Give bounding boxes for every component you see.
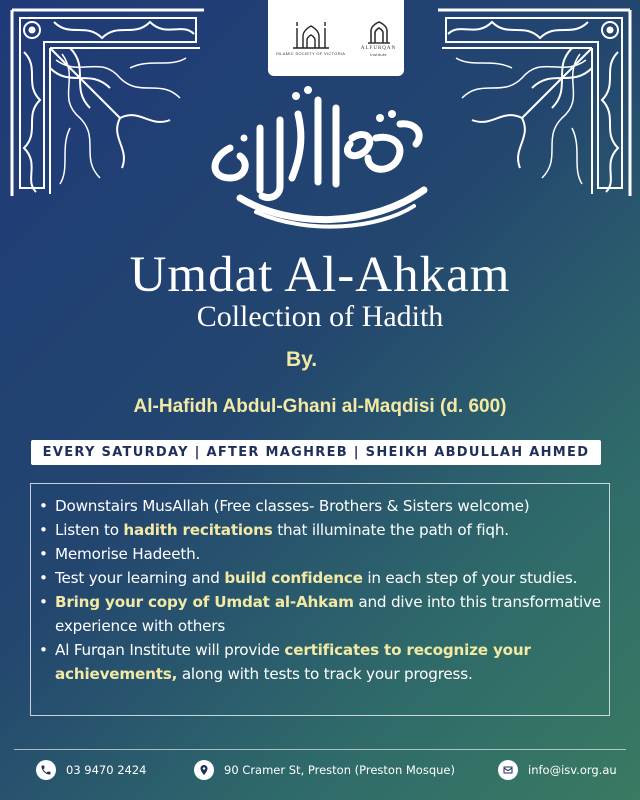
arch-logo-icon [366, 19, 392, 45]
feature-text: Test your learning and [55, 569, 225, 587]
phone-icon [36, 760, 56, 780]
feature-text: in each step of your studies. [362, 569, 578, 587]
footer-address[interactable] [194, 760, 455, 780]
feature-text: and dive into this transformative experience with others [55, 593, 601, 635]
location-pin-icon [194, 760, 214, 780]
arabic-calligraphy-logo [200, 78, 440, 238]
alfurqan-logo [361, 19, 396, 57]
feature-item [55, 518, 603, 542]
author-name: Al-Hafidh Abdul-Ghani al-Maqdisi (d. 600) [133, 396, 507, 417]
feature-highlight: build confidence [224, 569, 363, 587]
feature-text: Memorise Hadeeth. [55, 545, 201, 563]
email-text: info@isv.org.au [528, 763, 617, 777]
page-title: Umdat Al-Ahkam [129, 247, 511, 303]
feature-item [55, 566, 603, 590]
footer [0, 760, 640, 786]
isv-logo-text: ISLAMIC SOCIETY OF VICTORIA [275, 51, 346, 56]
feature-text: that illuminate the path of fiqh. [272, 521, 509, 539]
feature-text: Al Furqan Institute will provide [55, 641, 285, 659]
ornament-corner-left-icon [10, 8, 206, 198]
feature-item [55, 494, 603, 518]
feature-text: Listen to [55, 521, 124, 539]
ornament-corner-right-icon [436, 8, 632, 198]
footer-phone[interactable] [36, 760, 146, 780]
by-label: By. [286, 348, 318, 371]
feature-item [55, 542, 603, 566]
feature-item [55, 590, 603, 638]
logo-panel [268, 0, 404, 76]
feature-highlight: Bring your copy of Umdat al-Ahkam [55, 593, 354, 611]
phone-number: 03 9470 2424 [66, 763, 147, 777]
footer-email[interactable] [498, 760, 617, 780]
envelope-icon [498, 760, 518, 780]
schedule-banner: EVERY SATURDAY | AFTER MAGHREB | SHEIKH ABDULLAH AHMED [31, 440, 601, 465]
feature-text: along with tests to track your progress. [177, 665, 473, 683]
features-box [30, 483, 610, 716]
feature-item [55, 638, 603, 686]
page-subtitle: Collection of Hadith [196, 300, 444, 333]
feature-highlight: hadith recitations [123, 521, 273, 539]
address-text: 90 Cramer St, Preston (Preston Mosque) [224, 763, 455, 777]
feature-highlight: certificates to recognize your achievements, [55, 641, 531, 683]
alfurqan-logo-subtext: Institute [370, 52, 387, 57]
mosque-logo-icon [291, 20, 331, 50]
alfurqan-logo-text: ALFURQAN [360, 46, 397, 51]
isv-logo [276, 20, 345, 56]
footer-divider [14, 749, 626, 750]
features-list [31, 484, 609, 686]
feature-text: Downstairs MusAllah (Free classes- Brothers & Sisters welcome) [55, 497, 530, 515]
